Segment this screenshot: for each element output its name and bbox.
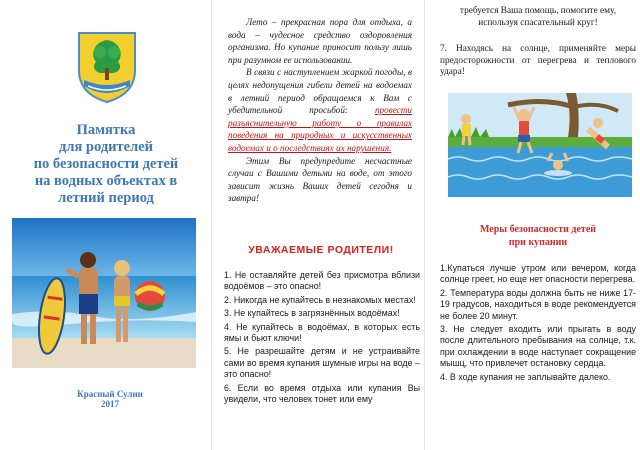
- fold-line-2: [424, 0, 425, 450]
- title-line-2: для родителей: [58, 139, 153, 155]
- safety-measures-heading: [440, 224, 636, 249]
- right-panel: [426, 0, 640, 450]
- intro-paragraph-1: Лето – прекрасная пора для отдыха, а вода – чудесное средство оздоровления организма. Но купание приносит пользу лишь при разумном ее использовании.: [228, 17, 412, 65]
- cover-panel: [0, 0, 210, 450]
- safety-heading-line-2: при купании: [508, 236, 568, 248]
- tip-item-2: 2. Температура воды должна быть не ниже 17-19 градусов, находиться в воде рекомендуется не более 20 минут.: [440, 287, 636, 321]
- rule-item-3: 3. Не купайтесь в загрязнённых водоёмах!: [224, 308, 400, 319]
- rule-item-4: 4. Не купайтесь в водоёмах, в которых есть ямы и бьют ключи!: [224, 321, 420, 344]
- intro-text: [228, 16, 412, 205]
- title-line-4: на водных объектах в: [34, 173, 178, 189]
- organization-block: [40, 389, 180, 409]
- organization-city: Красный Сулин: [77, 389, 143, 399]
- rule-item-7: 7. Находясь на солнце, применяйте меры предосторожности от перегрева и теплового удара!: [440, 44, 636, 78]
- intro-paragraph-2-lead: В связи с наступлением жаркой погоды, в целях недопущения гибели детей на водоемах в летний период обращаемся к Вам с убедительной просьбой:: [228, 67, 412, 116]
- kids-jumping-into-water-illustration: [448, 93, 632, 197]
- intro-paragraph-3: Этим Вы предупредите несчастные случаи с Вашими детьми на воде, от этого зависит жизнь Ваших детей сегодня и завтра!: [228, 155, 412, 204]
- rules-list: [224, 270, 420, 407]
- children-on-beach-photo: [12, 218, 196, 368]
- title-line-5: летний период: [58, 190, 154, 206]
- rule-item-5: 5. Не разрешайте детям и не устраивайте сами во время купания шумные игры на воде – это опасно!: [224, 346, 420, 380]
- intro-paragraph-2-emphasis: провести разъяснительную работу о правилах поведения на природных и искусственных водоемах и о последствиях их нарушения.: [228, 105, 412, 153]
- tip-item-4: 4. В ходе купания не заплывайте далеко.: [440, 371, 611, 382]
- leaflet-title: [8, 122, 204, 207]
- rule-6-continuation: требуется Ваша помощь, помогите ему, используя спасательный круг!: [459, 6, 617, 28]
- safety-tips-list: [440, 263, 636, 385]
- title-line-3: по безопасности детей: [33, 156, 179, 172]
- coat-of-arms-emblem: [76, 30, 138, 104]
- middle-panel: [212, 0, 422, 450]
- title-line-1: Памятка: [76, 122, 136, 138]
- safety-heading-line-1: Меры безопасности детей: [479, 224, 597, 235]
- tip-item-3: 3. Не следует входить или прыгать в воду после длительного пребывания на солнце, т.к. при охлаждении в воде наступает сокращение мышц, что привлечет остановку сердца.: [440, 324, 636, 369]
- parents-heading: УВАЖАЕМЫЕ РОДИТЕЛИ!: [248, 244, 394, 256]
- tip-item-1: 1.Купаться лучше утром или вечером, когда солнце греет, но еще нет опасности перегрева.: [440, 263, 636, 285]
- rule-item-1: 1. Не оставляйте детей без присмотра вблизи водоёмов – это опасно!: [224, 270, 420, 292]
- organization-year: 2017: [101, 399, 119, 409]
- rule-item-2: 2. Никогда не купайтесь в незнакомых местах!: [224, 294, 416, 305]
- intro-paragraph-2: [228, 66, 412, 154]
- rule-item-6: 6. Если во время отдыха или купания Вы увидели, что человек тонет или ему: [224, 382, 420, 405]
